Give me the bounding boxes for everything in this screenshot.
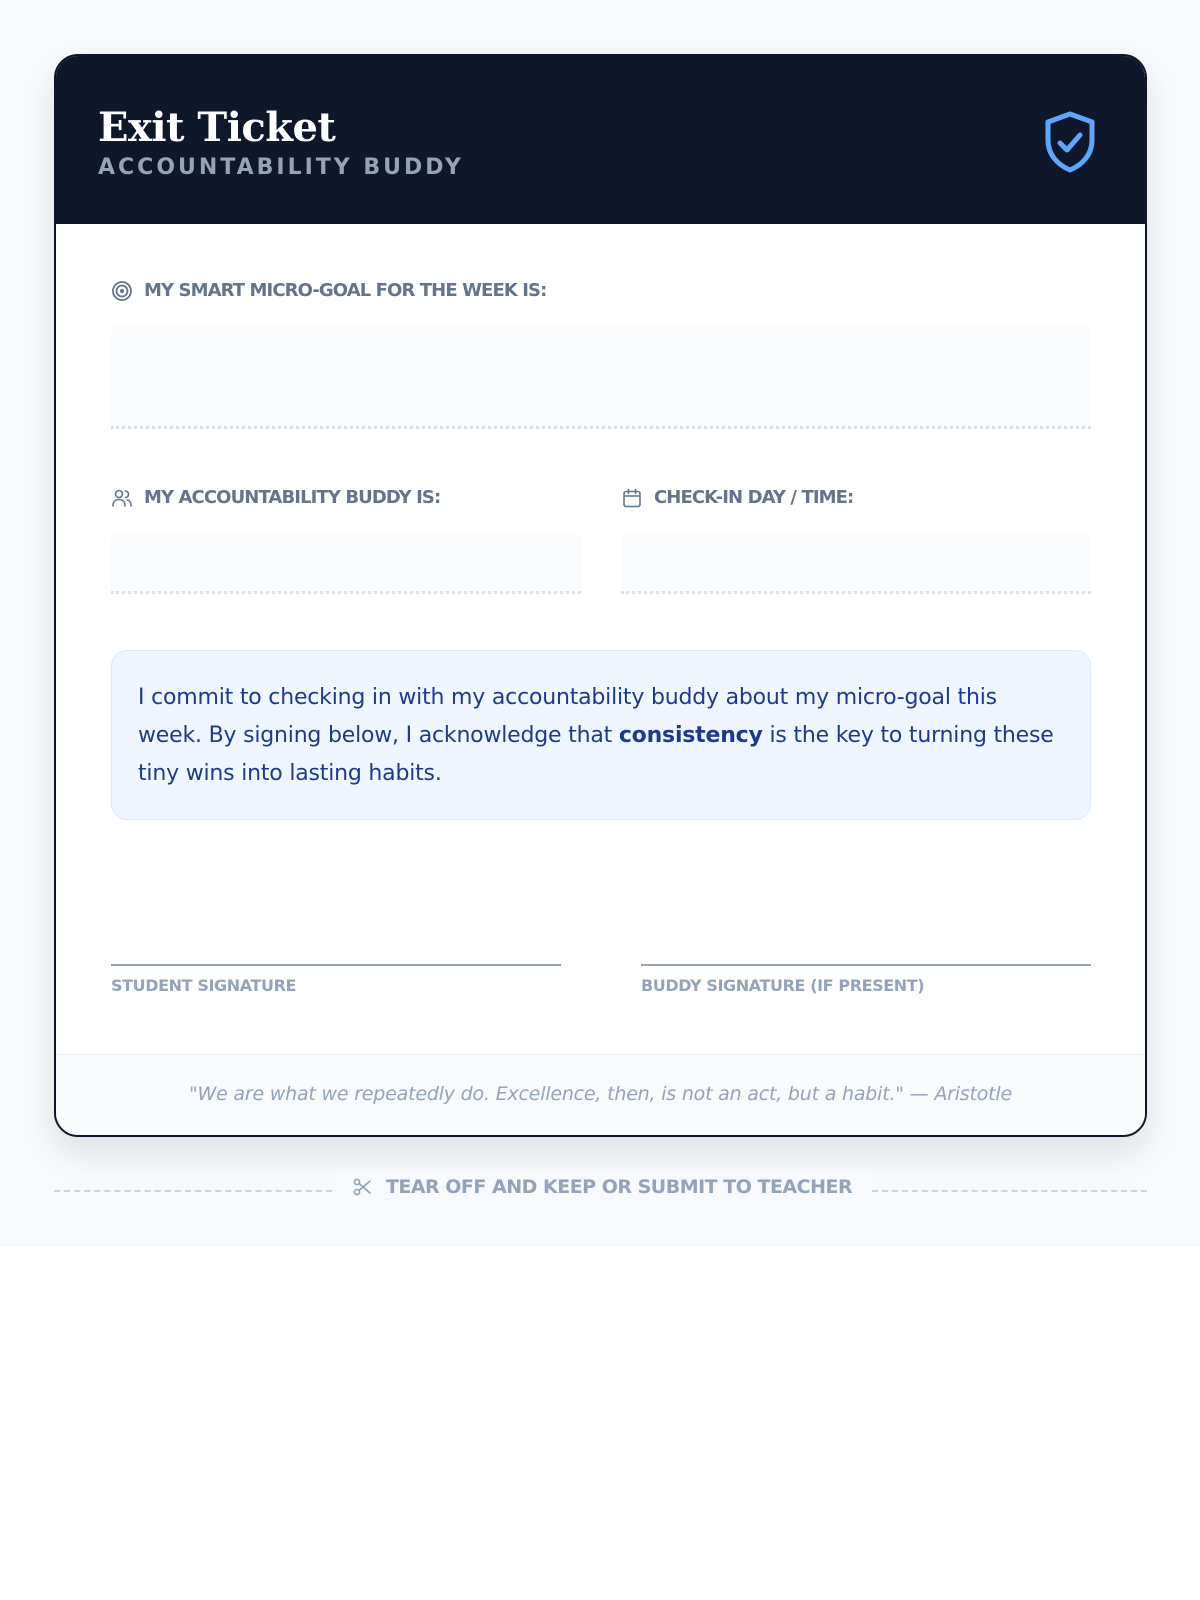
checkin-input[interactable] bbox=[621, 532, 1091, 594]
ticket-footer bbox=[56, 1054, 1145, 1137]
shield-check-icon bbox=[1042, 110, 1098, 174]
commitment-statement bbox=[111, 650, 1091, 820]
footer-quote: "We are what we repeatedly do. Excellence, then, is not an act, but a habit." — Aristotle bbox=[188, 1083, 1013, 1105]
goal-label bbox=[111, 280, 546, 302]
checkin-label bbox=[621, 487, 853, 509]
buddy-label bbox=[111, 487, 440, 509]
scissors-icon bbox=[352, 1177, 372, 1197]
tear-off-line bbox=[54, 1170, 1147, 1200]
buddy-label-text: MY ACCOUNTABILITY BUDDY IS: bbox=[144, 487, 441, 508]
exit-ticket-card bbox=[54, 54, 1147, 1137]
goal-input[interactable] bbox=[111, 325, 1091, 429]
tear-dash-left bbox=[54, 1190, 332, 1192]
commitment-text-after: is the key to turning these tiny wins into lasting habits. bbox=[138, 723, 1054, 786]
tear-off-text: TEAR OFF AND KEEP OR SUBMIT TO TEACHER bbox=[385, 1176, 853, 1198]
commitment-text-before: I commit to checking in with my accountability buddy about my micro-goal this week. By signing below, I acknowledge that bbox=[138, 685, 997, 748]
student-signature-label: STUDENT SIGNATURE bbox=[111, 976, 297, 995]
buddy-input[interactable] bbox=[111, 532, 581, 594]
checkin-label-text: CHECK-IN DAY / TIME: bbox=[654, 487, 854, 508]
calendar-icon bbox=[621, 487, 643, 509]
commitment-emphasis: consistency bbox=[618, 723, 763, 748]
tear-off-instruction bbox=[332, 1172, 872, 1202]
ticket-header bbox=[56, 56, 1145, 224]
ticket-title: Exit Ticket bbox=[98, 104, 336, 151]
ticket-subtitle: ACCOUNTABILITY BUDDY bbox=[98, 155, 464, 180]
student-signature-line[interactable] bbox=[111, 964, 561, 966]
users-icon bbox=[111, 487, 133, 509]
goal-label-text: MY SMART MICRO-GOAL FOR THE WEEK IS: bbox=[144, 280, 547, 301]
tear-dash-right bbox=[872, 1190, 1147, 1192]
buddy-signature-label: BUDDY SIGNATURE (IF PRESENT) bbox=[641, 976, 925, 995]
buddy-signature-line[interactable] bbox=[641, 964, 1091, 966]
target-icon bbox=[111, 280, 133, 302]
